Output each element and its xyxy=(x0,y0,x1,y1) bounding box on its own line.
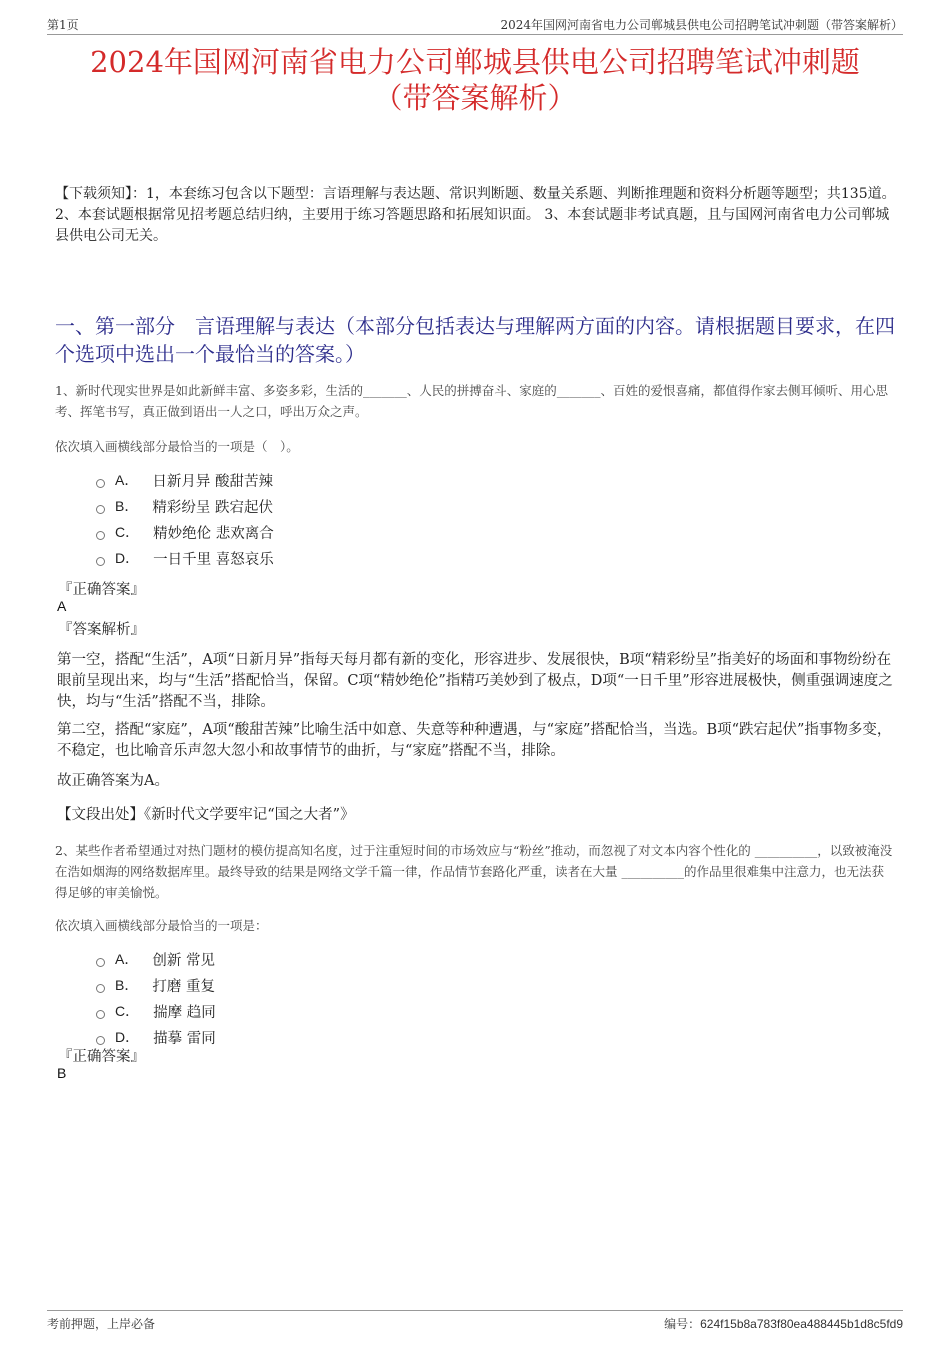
question-1-prompt: 依次填入画横线部分最恰当的一项是（ ）。 xyxy=(55,439,299,454)
q1-answer: A xyxy=(57,598,67,614)
header-doc-title: 2024年国网河南省电力公司郸城县供电公司招聘笔试冲刺题（带答案解析） xyxy=(500,18,903,32)
download-notice: 【下载须知】：1，本套练习包含以下题型：言语理解与表达题、常识判断题、数量关系题、判断推理题和资料分析题等题型；共135道。 2、本套试题根据常见招考题总结归纳，主要用于练习答题思路和拓展知识面。 3、本套试题非考试真题，且与国网河南省电力公司郸城县供电公司无关。 xyxy=(55,186,896,244)
option-text: 揣摩 趋同 xyxy=(153,1004,216,1021)
title-line-1: 2024年国网河南省电力公司郸城县供电公司招聘笔试冲刺题 xyxy=(90,45,860,79)
question-2-text: 2、某些作者希望通过对热门题材的模仿提高知名度，过于注重短时间的市场效应与“粉丝”推动，而忽视了对文本内容个性化的 __________，以致被淹没在浩如烟海的网络数据库里。最终导致的结果是网络文学千篇一律，作品情节套路化严重，读者在大量 __________的作品里很难集中注意力，也无法获得足够的审美愉悦。 xyxy=(55,843,893,900)
option-letter: A． xyxy=(115,951,139,967)
question-1-options xyxy=(96,467,274,571)
radio-icon[interactable] xyxy=(96,505,105,514)
radio-icon[interactable] xyxy=(96,958,105,967)
q1-analysis-conclusion: 故正确答案为A。 xyxy=(57,773,169,789)
question-2-prompt: 依次填入画横线部分最恰当的一项是： xyxy=(55,918,268,933)
radio-icon[interactable] xyxy=(96,1010,105,1019)
radio-icon[interactable] xyxy=(96,984,105,993)
q1-analysis-paragraph-2: 第二空，搭配“家庭”，A项“酸甜苦辣”比喻生活中如意、失意等种种遭遇，与“家庭”搭配恰当，当选。B项“跌宕起伏”指事物多变，不稳定，也比喻音乐声忽大忽小和故事情节的曲折，与“家庭”搭配不当，排除。 xyxy=(57,722,892,759)
question-1-text: 1、新时代现实世界是如此新鲜丰富、多姿多彩，生活的_______、人民的拼搏奋斗、家庭的_______、百姓的爱恨喜痛，都值得作家去侧耳倾听、用心思考、挥笔书写，真正做到语出一人之口，呼出万众之声。 xyxy=(55,383,888,419)
q2-option-b[interactable] xyxy=(96,972,216,998)
option-letter: A． xyxy=(115,472,139,488)
q1-answer-label: 『正确答案』 xyxy=(58,582,145,598)
page-footer xyxy=(47,1310,903,1335)
q1-option-d[interactable] xyxy=(96,545,274,571)
q1-option-a[interactable] xyxy=(96,467,274,493)
question-2-options xyxy=(96,946,216,1050)
q2-option-c[interactable] xyxy=(96,998,216,1024)
q1-option-c[interactable] xyxy=(96,519,274,545)
page-title xyxy=(0,44,950,116)
footer-slogan: 考前押题，上岸必备 xyxy=(47,1317,156,1331)
option-text: 一日千里 喜怒哀乐 xyxy=(153,551,274,568)
option-letter: B． xyxy=(115,498,139,514)
radio-icon[interactable] xyxy=(96,557,105,566)
q1-analysis-paragraph-1: 第一空，搭配“生活”，A项“日新月异”指每天每月都有新的变化，形容进步、发展很快，B项“精彩纷呈”指美好的场面和事物纷纷在眼前呈现出来，均与“生活”搭配恰当，保留。C项“精妙绝伦”指精巧美妙到了极点，D项“一日千里”形容进展极快，侧重强调速度之快，均与“生活”搭配不当，排除。 xyxy=(57,652,893,710)
radio-icon[interactable] xyxy=(96,531,105,540)
option-text: 描摹 雷同 xyxy=(153,1030,216,1047)
q2-answer-label: 『正确答案』 xyxy=(58,1049,145,1065)
option-letter: C． xyxy=(115,1003,140,1019)
option-letter: D． xyxy=(115,1029,140,1045)
option-text: 打磨 重复 xyxy=(152,978,215,995)
footer-code: 编号：624f15b8a783f80ea488445b1d8c5fd9 xyxy=(664,1317,903,1331)
q1-source: 【文段出处】《新时代文学要牢记“国之大者”》 xyxy=(57,807,355,823)
option-text: 创新 常见 xyxy=(152,952,215,969)
page-header xyxy=(47,14,903,35)
q2-option-a[interactable] xyxy=(96,946,216,972)
option-text: 精妙绝伦 悲欢离合 xyxy=(153,525,274,542)
option-text: 精彩纷呈 跌宕起伏 xyxy=(152,499,273,516)
option-letter: C． xyxy=(115,524,140,540)
option-letter: D． xyxy=(115,550,140,566)
q2-answer: B xyxy=(57,1065,67,1081)
radio-icon[interactable] xyxy=(96,479,105,488)
option-text: 日新月异 酸甜苦辣 xyxy=(152,473,273,490)
q1-option-b[interactable] xyxy=(96,493,274,519)
title-line-2: （带答案解析） xyxy=(373,81,577,115)
radio-icon[interactable] xyxy=(96,1036,105,1045)
q1-analysis-label: 『答案解析』 xyxy=(58,622,145,638)
page-number: 第1页 xyxy=(47,18,79,32)
option-letter: B． xyxy=(115,977,139,993)
section-heading: 一、第一部分 言语理解与表达（本部分包括表达与理解两方面的内容。请根据题目要求，在四个选项中选出一个最恰当的答案。） xyxy=(55,314,895,366)
